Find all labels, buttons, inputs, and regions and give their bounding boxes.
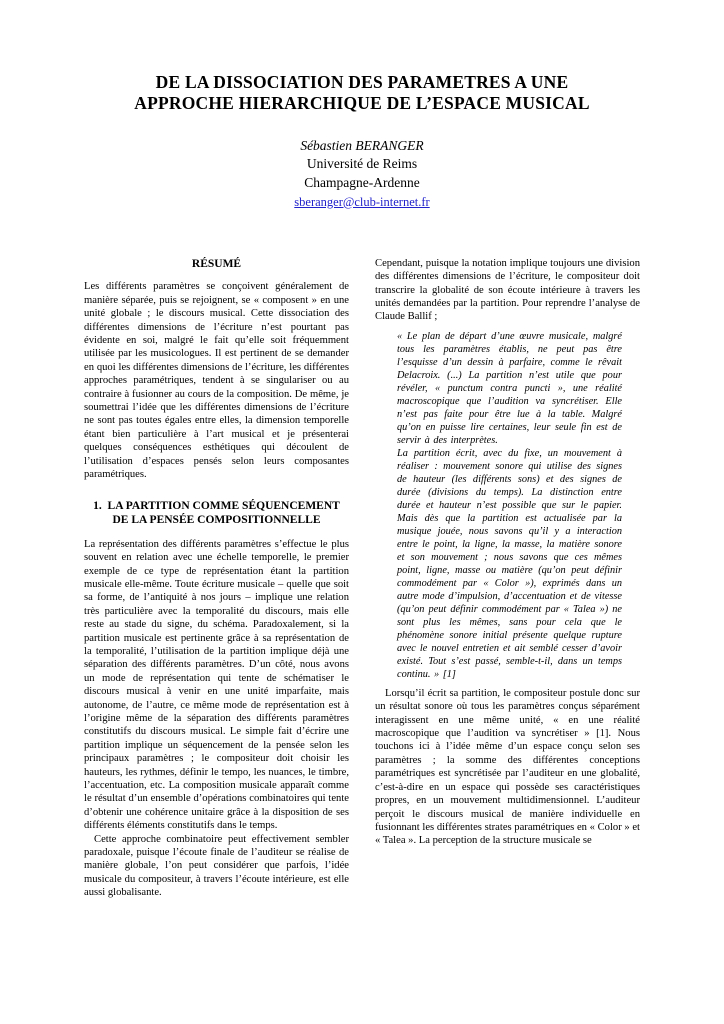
section-1-paragraph-1: La représentation des différents paramètres s’effectue le plus souvent en relation avec une échelle temporelle, le premier exemple de ce type de représentation étant la partition musicale elle-même. Toute écriture musicale – quelle que soit sa forme, de l’antiquité à nos jours – implique une relation très particulière avec la temporalité du discours, mais elle reste au stade du signe, du schéma. Paradoxalement, si la partition musicale est pertinente grâce à sa représentation de la temporalité, l’utilisation de la partition implique déjà une séparation des différents paramètres. D’un côté, nous avons un mode de représentation qui tente de schématiser le discours musical à venir en une unité imparfaite, mais autonome, de l’autre, ce même mode de représentation est à l’origine même de la séparation des différents paramètres constitutifs du discours musical. Le simple fait d’écrire une partition implique un séquencement de la pensée selon les principaux paramètres ; le compositeur doit choisir les hauteurs, les rythmes, définir le tempo, les nuances, le timbre, l’accentuation, etc. La composition musicale apparaît comme le résultat d’un ensemble d’opérations combinatoires qui tente d’obtenir une cohérence unitaire grâce à la disposition de ses différents éléments constitutifs dans le temps. xyxy=(84,538,349,832)
left-column xyxy=(84,257,349,900)
abstract-heading: RÉSUMÉ xyxy=(191,257,242,270)
title-block xyxy=(84,72,640,211)
affiliation-line-2: Champagne-Ardenne xyxy=(304,174,420,190)
section-1-paragraph-2: Cette approche combinatoire peut effectivement sembler paradoxale, puisque l’écoute finale de l’auditeur se réalise de manière globale, l’on peut considérer que parfois, l’idée musicale du compositeur, à travers l’écoute intérieure, est elle aussi globalisante. xyxy=(84,833,349,899)
right-paragraph-2: Lorsqu’il écrit sa partition, le compositeur postule donc sur un résultat sonore où tous les paramètres conçus séparément interagissent en une même unité, « en une réalité macroscopique que l’audition va syncrétiser » [1]. Nous touchons ici à l’idée même d’un espace conçu selon ses paramètres ; la somme des différentes conceptions paramétriques est syncrétisée par l’auditeur en une globalité, c’est-à-dire en un espace qui possède ses caractéristiques propres, en un mouvement multidimensionnel. L’auditeur perçoit le discours musical de manière individuelle en fusionnant les différentes strates paramétriques en « Color » et « Talea ». La perception de la structure musicale se xyxy=(375,687,640,847)
author-email-link[interactable]: sberanger@club-internet.fr xyxy=(294,194,430,209)
right-column xyxy=(375,257,640,900)
author-block xyxy=(84,137,640,211)
two-column-body xyxy=(84,257,640,900)
abstract-paragraph: Les différents paramètres se conçoivent généralement de manière séparée, puis se rejoignent, se « composent » en une unité globale ; le discours musical. Cette dissociation des différentes dimensions de l’écriture n’est pourtant pas évidente en soi, malgré le fait qu’elle soit fréquemment utilisée par les musicologues. Il est pertinent de se demander en quoi les différentes dimensions de l’écriture, les différentes approches paramétriques, tendent à se singulariser ou au contraire à fusionner au cours de la composition. De même, je soumettrai l’idée que les différentes dimensions de l’écriture ne sont pas toutes égales entre elles, la dimension temporelle étant bien particulière à l’art musical et je présenterai quelques conséquences esthétiques qui découlent de l’utilisation d’espaces pensés selon leurs composantes paramétriques. xyxy=(84,281,349,481)
quote-paragraph-2: La partition écrit, avec du fixe, un mouvement à réaliser : mouvement sonore qui utilise des signes de hauteur (les différents sons) et des signes de durée (divisions du temps). La distinction entre durée et hauteur n’est possible que sur le papier. Mais dès que la partition est actualisée par la musique jouée, nous savons qu’il y a interaction entre le point, la ligne, la masse, la matière sonore et son mouvement ; nous savons que ces mêmes point, ligne, masse ou matière (qu’on peut définir commodément par « Color »), exprimés dans un autre mode d’impulsion, d’accentuation et de vitesse (qu’on peut définir commodément par « Talea ») ne sont plus les mêmes, sans pour cela que le phénomène sonore initial présente quelque rupture avec le nouvel entretien et ait semblé cesser d’avoir existé. Tout s’est passé, semble-t-il, dans un temps continu. » [1] xyxy=(397,447,622,680)
section-1-heading: 1. LA PARTITION COMME SÉQUENCEMENT DE LA PENSÉE COMPOSITIONNELLE xyxy=(93,499,340,527)
email-row xyxy=(84,193,640,211)
paper-title: DE LA DISSOCIATION DES PARAMETRES A UNE APPROCHE HIERARCHIQUE DE L’ESPACE MUSICAL xyxy=(134,72,590,114)
right-paragraph-1: Cependant, puisque la notation implique toujours une division des différentes dimensions de l’écriture, le compositeur doit transcrire la globalité de son écoute intérieure à travers les unités demandées par la partition. Pour reprendre l’analyse de Claude Ballif ; xyxy=(375,257,640,323)
author-name: Sébastien BERANGER xyxy=(300,137,424,153)
affiliation-line-1: Université de Reims xyxy=(306,156,418,172)
ballif-block-quote xyxy=(397,330,622,681)
quote-paragraph-1: « Le plan de départ d’une œuvre musicale, malgré tous les paramètres établis, ne peut pas être l’esquisse d’un dessin à parfaire, comme le rêvait Delacroix. (...) La partition n’est utile que pour révéler, « punctum contra puncti », une réalité macroscopique que l’audition va syncrétiser. Elle n’est pas faite pour être lue à la table. Malgré qu’on en puisse lire certaines, leur seule fin est de servir à des interprètes. xyxy=(397,330,622,446)
